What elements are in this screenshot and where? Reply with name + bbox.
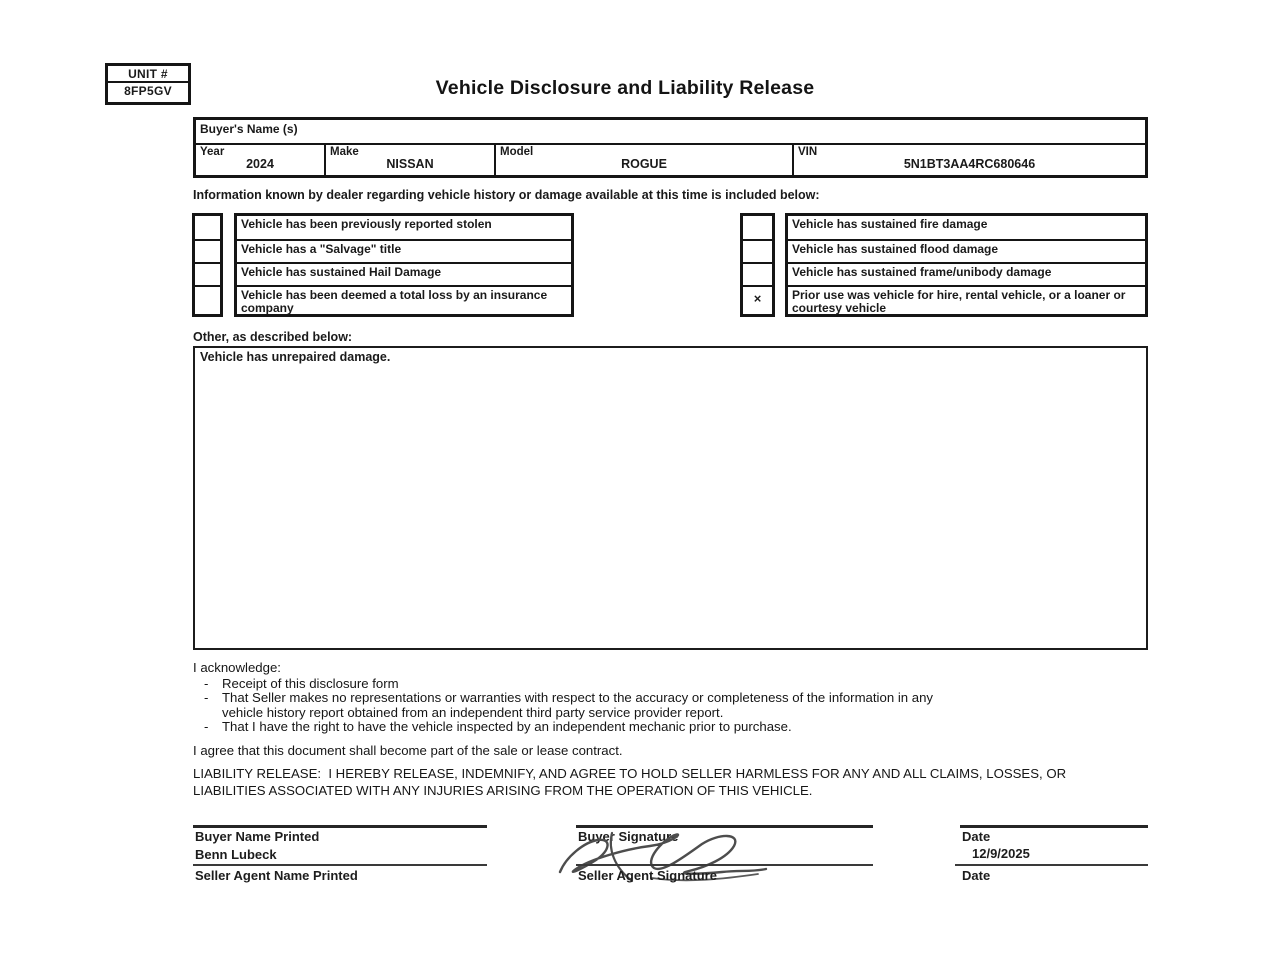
- right-label-column: [785, 213, 1148, 317]
- vehicle-info-table: [193, 117, 1148, 178]
- year-cell: [196, 145, 324, 175]
- vehicle-fields-row: [196, 145, 1145, 175]
- acknowledge-item: - That I have the right to have the vehicle inspected by an independent mechanic prior to purchase.: [193, 720, 938, 735]
- model-label: Model: [500, 146, 534, 158]
- label-total-loss: Vehicle has been deemed a total loss by an insurance company: [241, 288, 548, 316]
- checkbox-prior-use[interactable]: ×: [753, 291, 762, 306]
- page-title: Vehicle Disclosure and Liability Release: [435, 77, 815, 99]
- left-label-column: [234, 213, 574, 317]
- disclosure-intro: Information known by dealer regarding vehicle history or damage available at this time is included below:: [193, 188, 820, 202]
- checkbox-frame-damage[interactable]: [743, 264, 772, 287]
- buyer-name-line[interactable]: [193, 825, 487, 828]
- unit-number-label: UNIT #: [108, 66, 188, 83]
- liability-release-statement: LIABILITY RELEASE: I HEREBY RELEASE, INDEMNIFY, AND AGREE TO HOLD SELLER HARMLESS FOR ANY AND ALL CLAIMS, LOSSES, OR LIABILITIES ASSOCIATED WITH ANY INJURIES ARISING FROM THE OPERATION OF THIS VEHICLE.: [193, 766, 1070, 798]
- vin-label: VIN: [798, 146, 818, 158]
- acknowledge-heading: I acknowledge:: [193, 660, 281, 675]
- seller-name-line[interactable]: [193, 864, 487, 866]
- acknowledge-section: [193, 661, 938, 735]
- vin-value: 5N1BT3AA4RC680646: [903, 157, 1036, 171]
- seller-agent-signature-label: Seller Agent Signature: [578, 868, 717, 883]
- seller-agent-name-value: Benn Lubeck: [195, 847, 277, 862]
- buyer-date-line[interactable]: [960, 825, 1148, 828]
- buyer-name-field[interactable]: [196, 120, 1145, 145]
- buyer-signature-label: Buyer Signature: [578, 829, 679, 844]
- checkbox-salvage-title[interactable]: [195, 241, 220, 264]
- seller-signature-line[interactable]: [576, 864, 873, 866]
- seller-agent-name-printed-label: Seller Agent Name Printed: [195, 868, 358, 883]
- make-value: NISSAN: [386, 157, 434, 171]
- buyer-date-label: Date: [962, 829, 991, 844]
- left-checkbox-column: [192, 213, 223, 317]
- checkbox-fire-damage[interactable]: [743, 216, 772, 241]
- vin-cell: [792, 145, 1145, 175]
- label-hail-damage: Vehicle has sustained Hail Damage: [237, 264, 571, 287]
- seller-date-line[interactable]: [955, 864, 1148, 866]
- seller-date-value: 12/9/2025: [972, 846, 1030, 861]
- acknowledge-list: [193, 677, 938, 735]
- model-value: ROGUE: [621, 157, 667, 171]
- label-flood-damage: Vehicle has sustained flood damage: [788, 241, 1145, 264]
- unit-number-value: 8FP5GV: [124, 84, 172, 98]
- other-description-box[interactable]: [193, 346, 1148, 650]
- acknowledge-item: - Receipt of this disclosure form: [193, 677, 938, 692]
- right-checkbox-column: [740, 213, 775, 317]
- make-label: Make: [330, 146, 359, 158]
- label-salvage-title: Vehicle has a "Salvage" title: [237, 241, 571, 264]
- label-fire-damage: Vehicle has sustained fire damage: [788, 216, 1145, 241]
- acknowledge-item: - That Seller makes no representations or warranties with respect to the accuracy or completeness of the information in any vehicle history report obtained from an independent third party service provider report.: [193, 691, 938, 720]
- checkbox-flood-damage[interactable]: [743, 241, 772, 264]
- other-description-text: Vehicle has unrepaired damage.: [200, 350, 391, 364]
- agreement-statement: I agree that this document shall become part of the sale or lease contract.: [193, 743, 623, 758]
- checkbox-stolen[interactable]: [195, 216, 220, 241]
- checkbox-hail-damage[interactable]: [195, 264, 220, 287]
- buyer-name-label: Buyer's Name (s): [200, 122, 298, 136]
- label-stolen: Vehicle has been previously reported stolen: [237, 216, 571, 241]
- label-prior-use: Prior use was vehicle for hire, rental vehicle, or a loaner or courtesy vehicle: [792, 288, 1126, 316]
- year-value: 2024: [246, 157, 274, 171]
- label-frame-damage: Vehicle has sustained frame/unibody damage: [788, 264, 1145, 287]
- other-section-label: Other, as described below:: [193, 330, 353, 344]
- make-cell: [324, 145, 494, 175]
- model-cell: [494, 145, 792, 175]
- seller-date-label: Date: [962, 868, 991, 883]
- buyer-name-printed-label: Buyer Name Printed: [195, 829, 320, 844]
- checkbox-total-loss[interactable]: [195, 287, 220, 314]
- year-label: Year: [200, 146, 225, 158]
